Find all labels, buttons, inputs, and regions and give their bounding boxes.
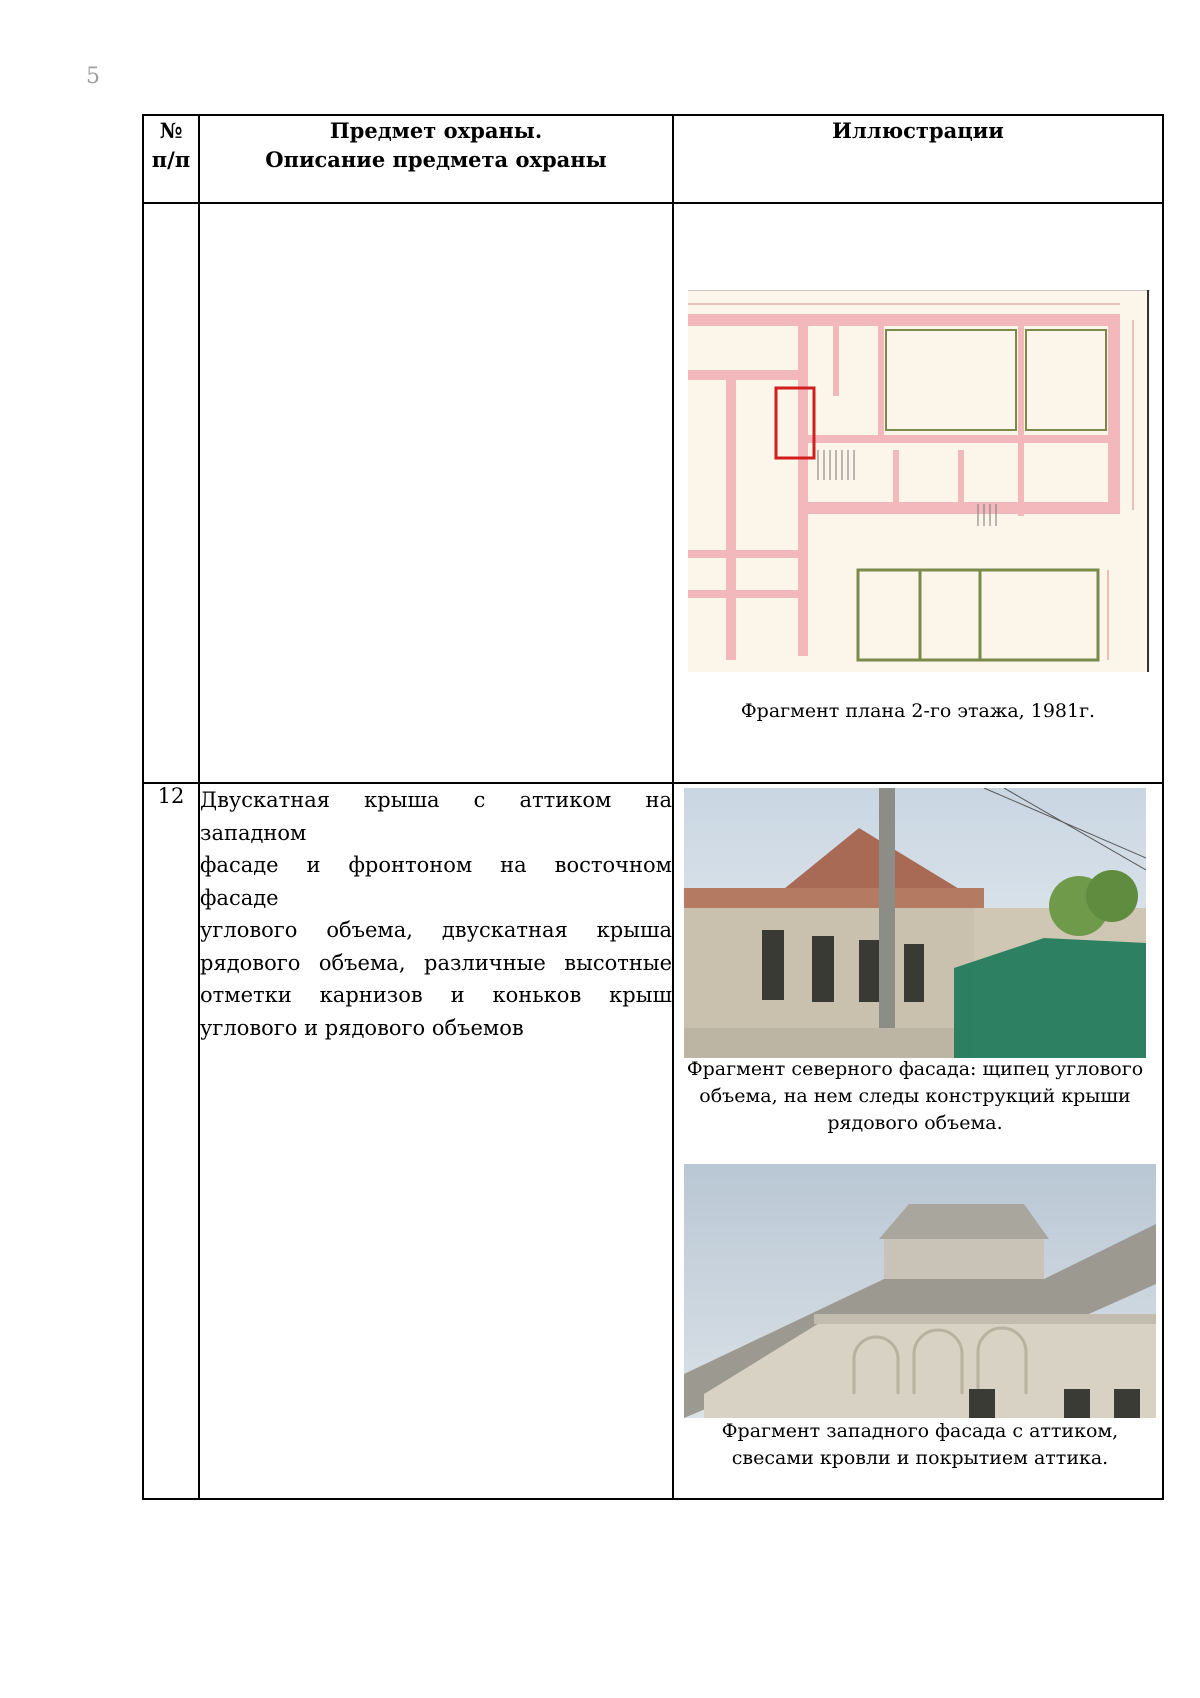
table-row bbox=[143, 783, 1163, 1499]
row-number bbox=[143, 203, 199, 783]
row-description bbox=[199, 783, 673, 1499]
description-line: рядового объема, различные высотные bbox=[200, 950, 672, 975]
table-row bbox=[143, 203, 1163, 783]
row-illustrations bbox=[673, 783, 1163, 1499]
header-number-line2: п/п bbox=[151, 147, 191, 172]
page-number: 5 bbox=[86, 64, 100, 89]
header-subject bbox=[199, 115, 673, 203]
description-line: углового объема, двускатная крыша bbox=[200, 918, 672, 942]
header-number-line1: № bbox=[159, 118, 183, 143]
row-number: 12 bbox=[143, 783, 199, 1499]
description-line: углового и рядового объемов bbox=[200, 1015, 524, 1040]
header-subject-line2: Описание предмета охраны bbox=[265, 147, 607, 172]
protection-subject-table bbox=[142, 114, 1164, 1500]
header-number bbox=[143, 115, 199, 203]
description-line: фасаде и фронтоном на восточном фасаде bbox=[200, 853, 672, 910]
header-subject-line1: Предмет охраны. bbox=[329, 118, 543, 143]
west-facade-photo bbox=[684, 1164, 1156, 1418]
north-facade-caption: Фрагмент северного фасада: щипец углового объема, на нем следы конструкций крыши рядового объема. bbox=[686, 1058, 1144, 1134]
header-illustrations: Иллюстрации bbox=[673, 115, 1163, 203]
description-line: отметки карнизов и коньков крыш bbox=[200, 983, 672, 1007]
north-facade-photo bbox=[684, 788, 1146, 1058]
floor-plan-image bbox=[688, 290, 1150, 672]
west-facade-caption: Фрагмент западного фасада с аттиком, свесами кровли и покрытием аттика. bbox=[721, 1420, 1119, 1469]
row-description bbox=[199, 203, 673, 783]
row-illustrations bbox=[673, 203, 1163, 783]
plan-caption: Фрагмент плана 2-го этажа, 1981г. bbox=[740, 700, 1096, 722]
table-header-row bbox=[143, 115, 1163, 203]
description-line: Двускатная крыша с аттиком на западном bbox=[200, 788, 672, 845]
